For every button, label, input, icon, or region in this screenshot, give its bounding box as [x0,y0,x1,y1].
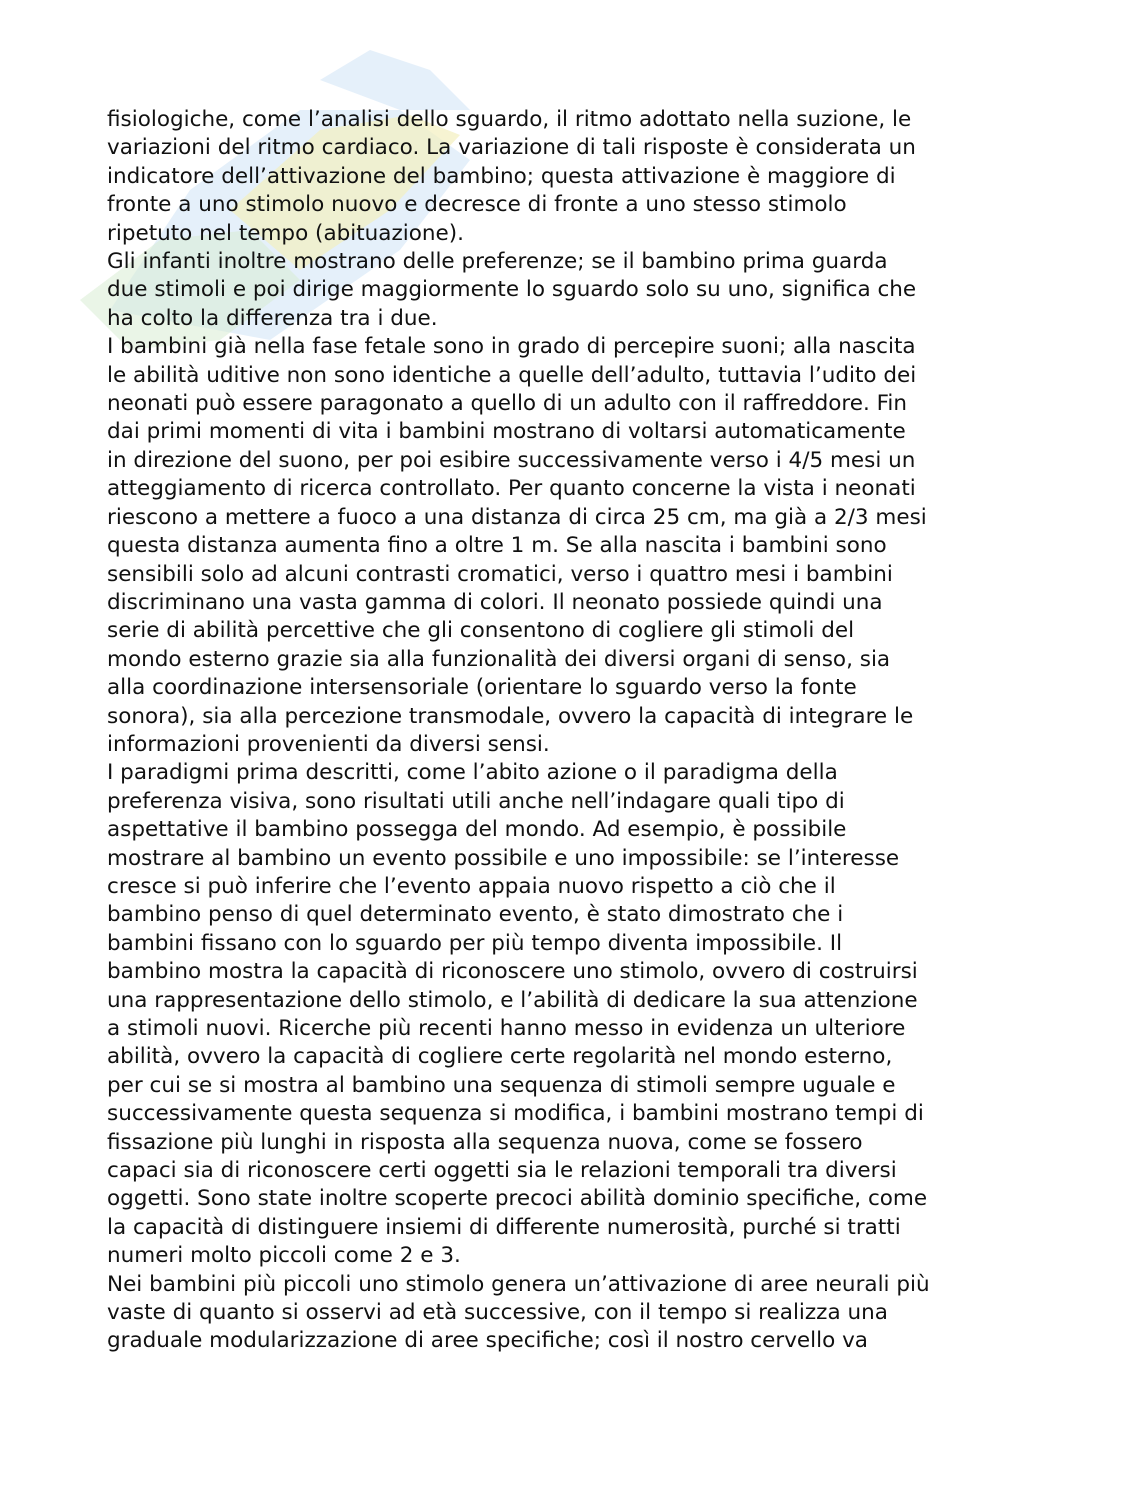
paragraph-5: Nei bambini più piccoli uno stimolo genera un’attivazione di aree neurali più vaste di quanto si osservi ad età successive, con il tempo si realizza una graduale modularizzazione di aree specifiche; così il nostro cervello va [107,1271,930,1354]
paragraph-3: I bambini già nella fase fetale sono in grado di percepire suoni; alla nascita le abilità uditive non sono identiche a quelle dell’adulto, tuttavia l’udito dei neonati può essere paragonato a quello di un adulto con il raffreddore. Fin dai primi momenti di vita i bambini mostrano di voltarsi automaticamente in direzione del suono, per poi esibire successivamente verso i 4/5 mesi un atteggiamento di ricerca controllato. Per quanto concerne la vista i neonati riescono a mettere a fuoco a una distanza di circa 25 cm, ma già a 2/3 mesi questa distanza aumenta fino a oltre 1 m. Se alla nascita i bambini sono sensibili solo ad alcuni contrasti cromatici, verso i quattro mesi i bambini discriminano una vasta gamma di colori. Il neonato possiede quindi una serie di abilità percettive che gli consentono di cogliere gli stimoli del mondo esterno grazie sia alla funzionalità dei diversi organi di senso, sia alla coordinazione intersensoriale (orientare lo sguardo verso la fonte sonora), sia alla percezione transmodale, ovvero la capacità di integrare le informazioni provenienti da diversi sensi. [107,334,927,757]
paragraph-2: Gli infanti inoltre mostrano delle preferenze; se il bambino prima guarda due stimoli e poi dirige maggiormente lo sguardo solo su uno, significa che ha colto la differenza tra i due. [107,249,917,331]
document-body [107,106,1057,1356]
watermark-peak-shape [320,50,470,110]
paragraph-4: I paradigmi prima descritti, come l’abito azione o il paradigma della preferenza visiva, sono risultati utili anche nell’indagare quali tipo di aspettative il bambino possegga del mondo. Ad esempio, è possibile mostrare al bambino un evento possibile e uno impossibile: se l’interesse cresce si può inferire che l’evento appaia nuovo rispetto a ciò che il bambino penso di quel determinato evento, è stato dimostrato che i bambini fissano con lo sguardo per più tempo diventa impossibile. Il bambino mostra la capacità di riconoscere uno stimolo, ovvero di costruirsi una rappresentazione dello stimolo, e l’abilità di dedicare la sua attenzione a stimoli nuovi. Ricerche più recenti hanno messo in evidenza un ulteriore abilità, ovvero la capacità di cogliere certe regolarità nel mondo esterno, per cui se si mostra al bambino una sequenza di stimoli sempre uguale e successivamente questa sequenza si modifica, i bambini mostrano tempi di fissazione più lunghi in risposta alla sequenza nuova, come se fossero capaci sia di riconoscere certi oggetti sia le relazioni temporali tra diversi oggetti. Sono state inoltre scoperte precoci abilità dominio specifiche, come la capacità di distinguere insiemi di differente numerosità, purché si tratti numeri molto piccoli come 2 e 3. [107,760,928,1269]
paragraph-1: fisiologiche, come l’analisi dello sguardo, il ritmo adottato nella suzione, le variazioni del ritmo cardiaco. La variazione di tali risposte è considerata un indicatore dell’attivazione del bambino; questa attivazione è maggiore di fronte a uno stimolo nuovo e decresce di fronte a uno stesso stimolo ripetuto nel tempo (abituazione). [107,107,916,246]
